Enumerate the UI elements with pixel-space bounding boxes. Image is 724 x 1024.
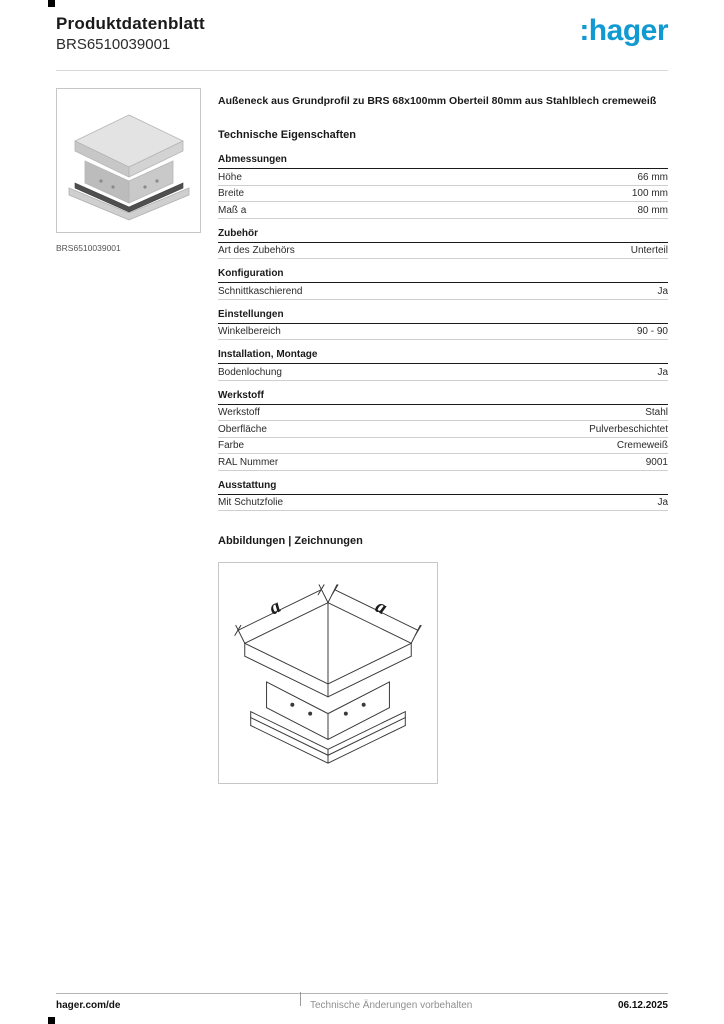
spec-value: Stahl bbox=[645, 407, 668, 419]
spec-label: Bodenlochung bbox=[218, 366, 282, 378]
spec-section bbox=[218, 390, 668, 471]
technical-drawing-frame bbox=[218, 562, 438, 784]
spec-label: Höhe bbox=[218, 171, 242, 183]
spec-section-title: Installation, Montage bbox=[218, 349, 668, 364]
spec-section bbox=[218, 228, 668, 260]
spec-row bbox=[218, 438, 668, 455]
hager-logo: :hager bbox=[579, 14, 668, 47]
spec-value: Cremeweiß bbox=[616, 440, 668, 452]
spec-label: Farbe bbox=[218, 440, 245, 452]
dimension-a-label-left: a bbox=[265, 595, 285, 620]
spec-value: Ja bbox=[657, 366, 668, 378]
spec-row bbox=[218, 202, 668, 219]
spec-section bbox=[218, 349, 668, 381]
drawings-heading: Abbildungen | Zeichnungen bbox=[218, 535, 363, 548]
footer-date: 06.12.2025 bbox=[617, 1000, 668, 1011]
spec-row bbox=[218, 324, 668, 341]
footer-divider-tick bbox=[300, 992, 301, 1006]
spec-row bbox=[218, 364, 668, 381]
spec-label: Oberfläche bbox=[218, 423, 267, 435]
spec-section-rows bbox=[218, 243, 668, 260]
spec-row bbox=[218, 454, 668, 471]
spec-section-rows bbox=[218, 283, 668, 300]
spec-value: Pulverbeschichtet bbox=[589, 423, 668, 435]
product-image-caption: BRS6510039001 bbox=[56, 243, 121, 253]
page-footer bbox=[56, 993, 668, 1011]
spec-value: Ja bbox=[657, 497, 668, 509]
spec-section-title: Werkstoff bbox=[218, 390, 668, 405]
header-divider bbox=[56, 70, 668, 71]
page-title: Produktdatenblatt bbox=[56, 14, 205, 33]
content-area bbox=[56, 88, 668, 784]
spec-section bbox=[218, 154, 668, 219]
spec-label: RAL Nummer bbox=[218, 456, 279, 468]
spec-value: Ja bbox=[657, 285, 668, 297]
spec-row bbox=[218, 186, 668, 203]
spec-section-title: Zubehör bbox=[218, 228, 668, 243]
spec-label: Werkstoff bbox=[218, 407, 260, 419]
spec-row bbox=[218, 169, 668, 186]
footer-notice bbox=[300, 1000, 618, 1011]
spec-label: Mit Schutzfolie bbox=[218, 497, 284, 509]
spec-section bbox=[218, 480, 668, 512]
spec-section-title: Einstellungen bbox=[218, 309, 668, 324]
page-header bbox=[56, 14, 668, 53]
spec-label: Art des Zubehörs bbox=[218, 245, 295, 257]
spec-value: 66 mm bbox=[637, 171, 668, 183]
spec-section-title: Abmessungen bbox=[218, 154, 668, 169]
spec-label: Schnittkaschierend bbox=[218, 285, 303, 297]
spec-section-title: Konfiguration bbox=[218, 268, 668, 283]
spec-row bbox=[218, 283, 668, 300]
spec-section-rows bbox=[218, 405, 668, 471]
spec-sections bbox=[218, 154, 668, 511]
spec-row bbox=[218, 243, 668, 260]
technical-drawing bbox=[219, 563, 437, 783]
crop-mark-bottom bbox=[48, 1017, 55, 1024]
crop-mark-top bbox=[48, 0, 55, 7]
spec-row bbox=[218, 421, 668, 438]
spec-label: Breite bbox=[218, 188, 245, 200]
spec-section-rows bbox=[218, 169, 668, 219]
footer-website-link[interactable]: hager.com/de bbox=[56, 1000, 121, 1011]
spec-value: Unterteil bbox=[630, 245, 668, 257]
spec-row bbox=[218, 495, 668, 512]
spec-section-rows bbox=[218, 364, 668, 381]
product-id: BRS6510039001 bbox=[56, 36, 171, 53]
product-image-column bbox=[56, 88, 201, 784]
technical-heading: Technische Eigenschaften bbox=[218, 129, 356, 142]
product-photo bbox=[57, 89, 200, 232]
spec-value: 9001 bbox=[645, 456, 668, 468]
dimension-a-label-right: a bbox=[371, 595, 391, 620]
spec-label: Winkelbereich bbox=[218, 326, 281, 338]
spec-column bbox=[218, 88, 668, 784]
spec-section bbox=[218, 268, 668, 300]
spec-row bbox=[218, 405, 668, 422]
product-description: Außeneck aus Grundprofil zu BRS 68x100mm Oberteil 80mm aus Stahlblech cremeweiß bbox=[218, 95, 657, 107]
spec-value: 80 mm bbox=[637, 204, 668, 216]
spec-label: Maß a bbox=[218, 204, 247, 216]
spec-section-rows bbox=[218, 495, 668, 512]
footer-notice-text: Technische Änderungen vorbehalten bbox=[310, 1000, 473, 1011]
spec-value: 90 - 90 bbox=[636, 326, 668, 338]
spec-section bbox=[218, 309, 668, 341]
header-titles bbox=[56, 14, 205, 53]
spec-section-title: Ausstattung bbox=[218, 480, 668, 495]
spec-section-rows bbox=[218, 324, 668, 341]
spec-value: 100 mm bbox=[631, 188, 668, 200]
product-image-frame bbox=[56, 88, 201, 233]
